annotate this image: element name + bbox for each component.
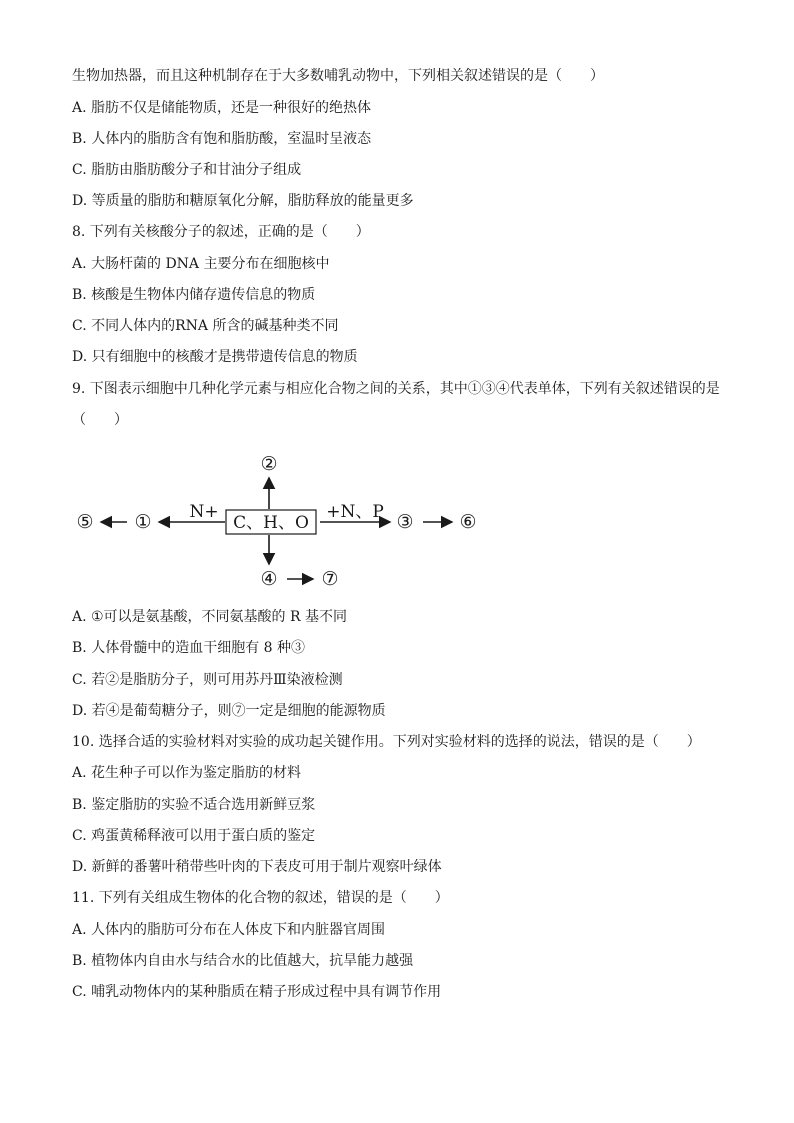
option-line: C. 哺乳动物体内的某种脂质在精子形成过程中具有调节作用 bbox=[72, 984, 442, 1000]
left-arrow-label: N+ bbox=[189, 502, 219, 522]
node-3: ③ bbox=[396, 511, 414, 533]
node-4: ④ bbox=[260, 568, 278, 590]
option-line: B. 人体内的脂肪含有饱和脂肪酸，室温时呈液态 bbox=[72, 131, 372, 147]
option-line: A. 脂肪不仅是储能物质，还是一种很好的绝热体 bbox=[72, 100, 372, 116]
element-compound-diagram bbox=[0, 440, 794, 600]
question-stem: 9. 下图表示细胞中几种化学元素与相应化合物之间的关系，其中①③④代表单体，下列有关叙述错误的是 bbox=[72, 381, 720, 397]
option-line: B. 植物体内自由水与结合水的比值越大，抗旱能力越强 bbox=[72, 953, 414, 969]
option-line: A. 花生种子可以作为鉴定脂肪的材料 bbox=[72, 765, 302, 781]
question-stem: 8. 下列有关核酸分子的叙述，正确的是（ ） bbox=[72, 224, 370, 240]
center-label: C、H、O bbox=[233, 513, 309, 533]
node-1: ① bbox=[134, 511, 152, 533]
option-line: A. ①可以是氨基酸，不同氨基酸的 R 基不同 bbox=[72, 609, 348, 625]
option-line: B. 鉴定脂肪的实验不适合选用新鲜豆浆 bbox=[72, 797, 316, 813]
option-line: D. 新鲜的番薯叶稍带些叶肉的下表皮可用于制片观察叶绿体 bbox=[72, 859, 442, 875]
option-line: A. 人体内的脂肪可分布在人体皮下和内脏器官周围 bbox=[72, 922, 386, 938]
option-line: B. 人体骨髓中的造血干细胞有 8 种③ bbox=[72, 640, 305, 656]
text-line: 生物加热器，而且这种机制存在于大多数哺乳动物中，下列相关叙述错误的是（ ） bbox=[72, 68, 604, 84]
node-6: ⑥ bbox=[459, 511, 477, 533]
option-line: D. 若④是葡萄糖分子，则⑦一定是细胞的能源物质 bbox=[72, 703, 386, 719]
node-2: ② bbox=[260, 453, 278, 475]
question-stem-cont: （ ） bbox=[72, 412, 128, 428]
option-line: D. 等质量的脂肪和糖原氧化分解，脂肪释放的能量更多 bbox=[72, 193, 414, 209]
option-line: C. 脂肪由脂肪酸分子和甘油分子组成 bbox=[72, 162, 302, 178]
question-stem: 10. 选择合适的实验材料对实验的成功起关键作用。下列对实验材料的选择的说法，错误的是（ ） bbox=[72, 734, 701, 750]
option-line: C. 不同人体内的RNA 所含的碱基种类不同 bbox=[72, 318, 339, 334]
node-7: ⑦ bbox=[321, 568, 339, 590]
option-line: D. 只有细胞中的核酸才是携带遗传信息的物质 bbox=[72, 349, 358, 365]
node-5: ⑤ bbox=[76, 511, 94, 533]
option-line: B. 核酸是生物体内储存遗传信息的物质 bbox=[72, 287, 316, 303]
option-line: C. 鸡蛋黄稀释液可以用于蛋白质的鉴定 bbox=[72, 828, 316, 844]
option-line: A. 大肠杆菌的 DNA 主要分布在细胞核中 bbox=[72, 256, 330, 272]
option-line: C. 若②是脂肪分子，则可用苏丹Ⅲ染液检测 bbox=[72, 672, 343, 688]
question-stem: 11. 下列有关组成生物体的化合物的叙述，错误的是（ ） bbox=[72, 890, 449, 906]
right-arrow-label: +N、P bbox=[326, 502, 384, 522]
